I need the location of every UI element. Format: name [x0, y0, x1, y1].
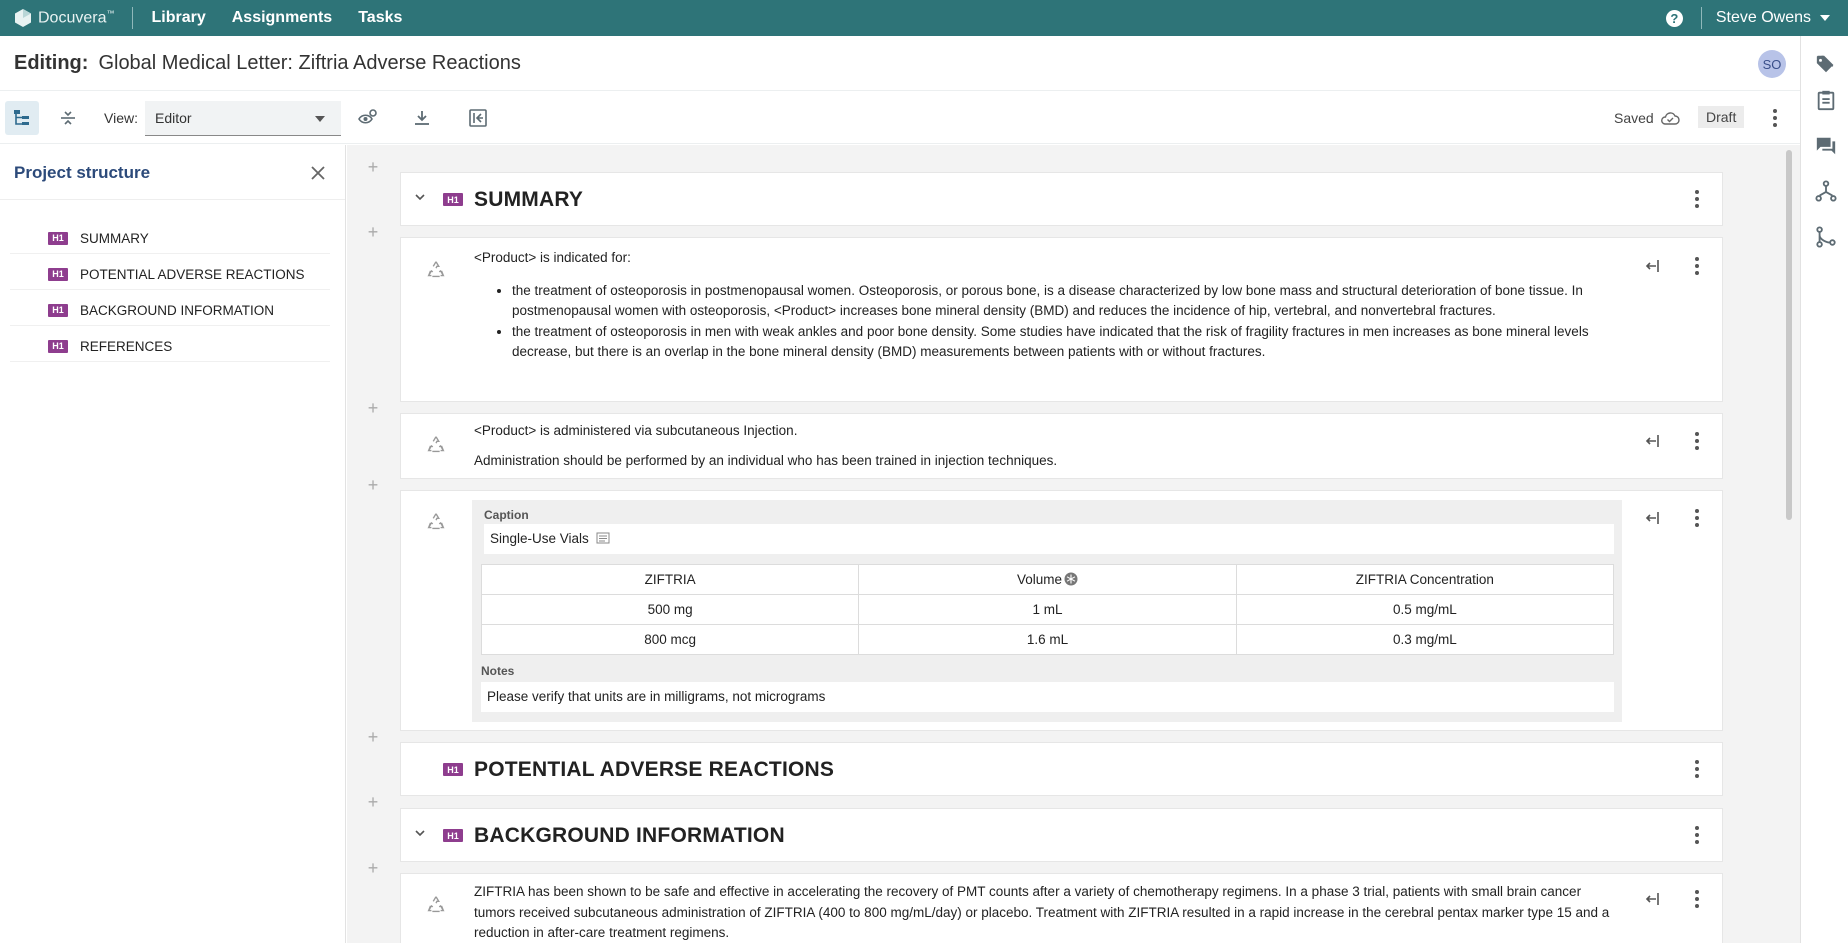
right-side-rail — [1800, 36, 1848, 943]
compare-button[interactable] — [461, 101, 495, 135]
tree-item-label: SUMMARY — [80, 230, 149, 246]
list-item: • the treatment of osteoporosis in postmenopausal women. Osteoporosis, or porous bone, is a disease characterized by low bone mass and structural deterioration of bone tissue. In postmenopausal women with osteoporosis, <Product> increases bone mineral density (BMD) and reduces the incidence of hip, vertebral, and nonvertebral fractures. — [512, 281, 1614, 322]
editor-toolbar — [0, 90, 1800, 144]
close-icon[interactable] — [308, 163, 328, 183]
heading-text: BACKGROUND INFORMATION — [474, 824, 785, 847]
paragraph: <Product> is administered via subcutaneous Injection. — [474, 423, 798, 438]
tree-structure-icon — [13, 109, 31, 127]
caption-label: Caption — [484, 508, 529, 522]
table-header-cell[interactable]: ZIFTRIA — [482, 565, 859, 595]
document-title: Global Medical Letter: Ziftria Adverse Reactions — [98, 51, 521, 74]
add-block-icon[interactable]: + — [367, 792, 379, 812]
add-block-icon[interactable]: + — [367, 157, 379, 177]
more-options-icon[interactable] — [1692, 190, 1702, 208]
more-options-icon[interactable] — [1692, 509, 1702, 527]
nav-divider — [132, 7, 133, 29]
table-cell[interactable]: 1 mL — [859, 595, 1236, 625]
list-item: • the treatment of osteoporosis in men with weak ankles and poor bone density. Some studies have indicated that the risk of fragility fractures in men increases as bone mineral levels decrease, but there is an overlap in the bone mineral density (BMD) measurements between patients with or without fractures. — [512, 322, 1614, 363]
more-options-icon[interactable] — [1770, 108, 1780, 128]
project-structure-toggle-button[interactable] — [5, 101, 39, 135]
view-select-value: Editor — [155, 110, 192, 126]
nav-link-tasks[interactable]: Tasks — [358, 9, 403, 26]
add-block-icon[interactable]: + — [367, 858, 379, 878]
scrollbar[interactable] — [1786, 150, 1792, 520]
content-block[interactable] — [400, 237, 1723, 402]
data-table — [481, 564, 1614, 655]
table-header-cell[interactable]: Volume — [859, 565, 1236, 595]
move-left-icon[interactable] — [1645, 433, 1661, 449]
h1-badge: H1 — [48, 232, 68, 245]
table-header-cell[interactable]: ZIFTRIA Concentration — [1236, 565, 1613, 595]
content-block[interactable] — [400, 413, 1723, 479]
table-cell[interactable]: 1.6 mL — [859, 625, 1236, 655]
docuvera-logo[interactable] — [14, 8, 114, 28]
tree-item-background-information[interactable] — [10, 295, 330, 325]
chevron-down-icon[interactable] — [414, 827, 426, 839]
table-container — [472, 500, 1622, 722]
heading-block-background-information[interactable] — [400, 808, 1723, 862]
project-structure-panel — [0, 145, 346, 943]
table-cell[interactable]: 0.3 mg/mL — [1236, 625, 1613, 655]
notes-field[interactable]: Please verify that units are in milligrams, not micrograms — [481, 682, 1614, 712]
caption-value: Single-Use Vials — [490, 531, 589, 546]
save-status-text: Saved — [1614, 110, 1654, 126]
chevron-down-icon[interactable] — [414, 191, 426, 203]
editing-label: Editing: — [14, 51, 89, 74]
table-row — [482, 595, 1614, 625]
more-options-icon[interactable] — [1692, 760, 1702, 778]
panel-divider — [0, 199, 345, 200]
tag-icon[interactable] — [1815, 53, 1837, 75]
more-options-icon[interactable] — [1692, 826, 1702, 844]
workflow-icon[interactable] — [1815, 180, 1837, 202]
tree-item-references[interactable] — [10, 331, 330, 361]
h1-badge: H1 — [48, 268, 68, 281]
branch-icon[interactable] — [1815, 226, 1837, 248]
status-badge: Draft — [1698, 106, 1744, 128]
user-menu-name[interactable]: Steve Owens — [1715, 9, 1811, 26]
view-select[interactable] — [145, 101, 341, 136]
tree-item-potential-adverse-reactions[interactable] — [10, 259, 330, 289]
caption-field[interactable] — [484, 524, 1614, 554]
add-block-icon[interactable]: + — [367, 398, 379, 418]
collapse-all-button[interactable] — [51, 101, 85, 135]
save-status — [1614, 110, 1680, 126]
notes-label: Notes — [481, 664, 515, 678]
help-icon[interactable]: ? — [1666, 10, 1683, 27]
document-title-bar — [0, 36, 1800, 90]
clipboard-icon[interactable] — [1815, 89, 1837, 111]
nav-link-assignments[interactable]: Assignments — [231, 9, 333, 26]
notes-icon[interactable] — [596, 532, 610, 544]
add-block-icon[interactable]: + — [367, 727, 379, 747]
add-block-icon[interactable]: + — [367, 475, 379, 495]
more-options-icon[interactable] — [1692, 257, 1702, 275]
download-icon — [413, 109, 431, 127]
move-left-icon[interactable] — [1645, 258, 1661, 274]
chevron-down-icon[interactable] — [1820, 15, 1830, 21]
tree-item-label: POTENTIAL ADVERSE REACTIONS — [80, 266, 305, 282]
avatar[interactable]: SO — [1758, 50, 1786, 78]
h1-badge: H1 — [443, 829, 463, 842]
tree-item-label: REFERENCES — [80, 338, 173, 354]
chevron-down-icon — [315, 116, 325, 122]
heading-text: POTENTIAL ADVERSE REACTIONS — [474, 758, 835, 781]
reuse-icon — [425, 511, 447, 533]
download-button[interactable] — [405, 101, 439, 135]
reuse-icon — [425, 259, 447, 281]
heading-text: SUMMARY — [474, 188, 584, 211]
add-block-icon[interactable]: + — [367, 222, 379, 242]
h1-badge: H1 — [443, 193, 463, 206]
reuse-icon — [425, 894, 447, 916]
paragraph: Administration should be performed by an individual who has been trained in injection techniques. — [474, 452, 1058, 468]
panel-title: Project structure — [14, 163, 151, 182]
top-navigation-bar — [0, 0, 1848, 36]
paragraph: ZIFTRIA has been shown to be safe and effective in accelerating the recovery of PMT counts after a variety of chemotherapy regimens. In a phase 3 trial, patients with small brain cancer tumors received subcutaneous administration of ZIFTRIA (400 to 800 mg/mL/day) or placebo. Treatment with ZIFTRIA resulted in a rapid increase in the cerebral pentax marker type 15 and a reduction in after-care treatment regimens. — [474, 884, 1610, 940]
table-cell[interactable]: 500 mg — [482, 595, 859, 625]
table-cell[interactable]: 0.5 mg/mL — [1236, 595, 1613, 625]
move-left-icon[interactable] — [1645, 510, 1661, 526]
h1-badge: H1 — [443, 763, 463, 776]
paragraph: <Product> is indicated for: — [474, 250, 631, 265]
heading-block-potential-adverse-reactions[interactable] — [400, 742, 1723, 796]
snowflake-icon — [1064, 572, 1078, 586]
logo-text: Docuvera™ — [38, 8, 115, 27]
docuvera-logo-icon — [14, 8, 32, 28]
reuse-icon — [425, 434, 447, 456]
cloud-check-icon — [1660, 111, 1680, 125]
collapse-icon — [59, 109, 77, 127]
table-cell[interactable]: 800 mcg — [482, 625, 859, 655]
compare-icon — [468, 108, 488, 128]
nav-divider — [1701, 7, 1702, 29]
h1-badge: H1 — [48, 304, 68, 317]
more-options-icon[interactable] — [1692, 890, 1702, 908]
tree-item-label: BACKGROUND INFORMATION — [80, 302, 275, 318]
more-options-icon[interactable] — [1692, 432, 1702, 450]
content-block[interactable] — [400, 873, 1723, 943]
table-header-row — [482, 565, 1614, 595]
move-left-icon[interactable] — [1645, 891, 1661, 907]
table-row — [482, 625, 1614, 655]
heading-block-summary[interactable] — [400, 172, 1723, 226]
comments-icon[interactable] — [1815, 135, 1837, 157]
nav-link-library[interactable]: Library — [151, 9, 206, 26]
view-label: View: — [104, 110, 138, 126]
review-button[interactable] — [351, 101, 385, 135]
h1-badge: H1 — [48, 340, 68, 353]
tree-item-summary[interactable] — [10, 223, 330, 253]
eye-settings-icon — [358, 108, 378, 128]
